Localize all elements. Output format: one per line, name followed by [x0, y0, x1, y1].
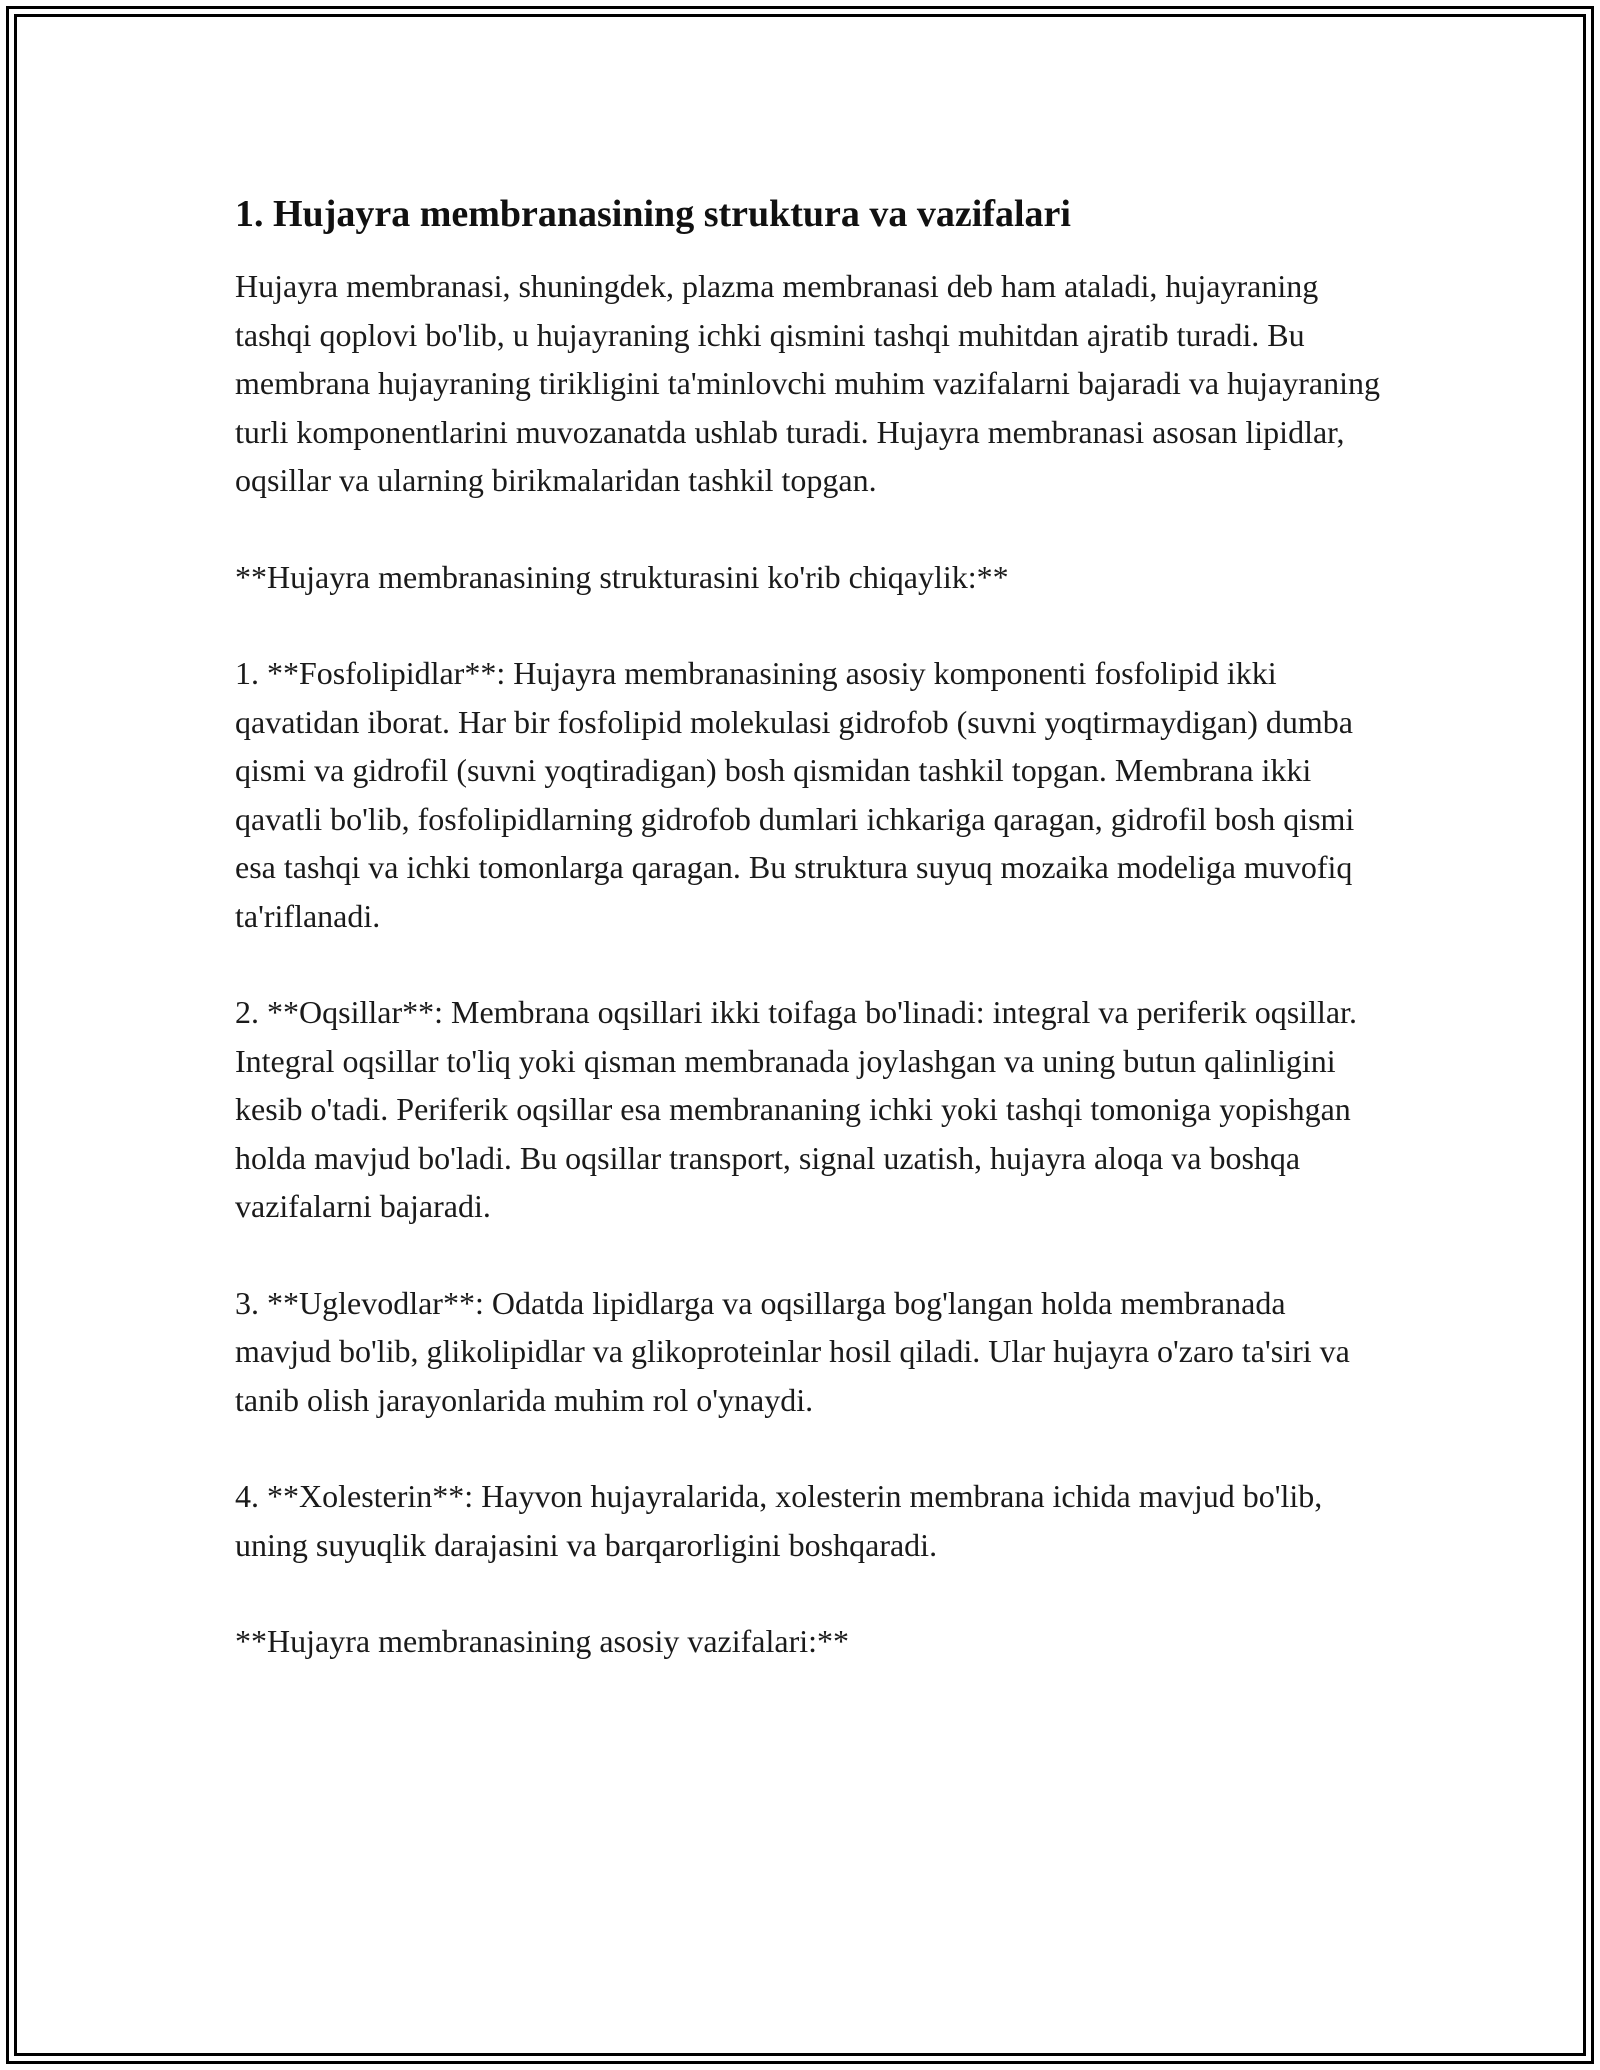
document-body [235, 188, 1385, 1714]
list-item-uglevodlar: 3. **Uglevodlar**: Odatda lipidlarga va oqsillarga bog'langan holda membranada mavjud bo'lib, glikolipidlar va glikoproteinlar hosil qiladi. Ular hujayra o'zaro ta'siri va tanib olish jarayonlarida muhim rol o'ynaydi. [235, 1284, 1350, 1418]
structure-subheading: **Hujayra membranasining strukturasini ko'rib chiqaylik:** [235, 558, 1009, 595]
list-item-xolesterin: 4. **Xolesterin**: Hayvon hujayralarida, xolesterin membrana ichida mavjud bo'lib, uning suyuqlik darajasini va barqarorligini boshqaradi. [235, 1478, 1323, 1563]
intro-paragraph: Hujayra membranasi, shuningdek, plazma membranasi deb ham ataladi, hujayraning tashqi qoplovi bo'lib, u hujayraning ichki qismini tashqi muhitdan ajratib turadi. Bu membrana hujayraning tirikligini ta'minlovchi muhim vazifalarni bajaradi va hujayraning turli komponentlarini muvozanatda ushlab turadi. Hujayra membranasi asosan lipidlar, oqsillar va ularning birikmalaridan tashkil topgan. [235, 268, 1380, 498]
list-item-oqsillar: 2. **Oqsillar**: Membrana oqsillari ikki toifaga bo'linadi: integral va periferik oqsillar. Integral oqsillar to'liq yoki qisman membranada joylashgan va uning butun qalinligini kesib o'tadi. Periferik oqsillar esa membrananing ichki yoki tashqi tomoniga yopishgan holda mavjud bo'ladi. Bu oqsillar transport, signal uzatish, hujayra aloqa va boshqa vazifalarni bajaradi. [235, 994, 1357, 1224]
list-item-fosfolipidlar: 1. **Fosfolipidlar**: Hujayra membranasining asosiy komponenti fosfolipid ikki qavatidan iborat. Har bir fosfolipid molekulasi gidrofob (suvni yoqtirmaydigan) dumba qismi va gidrofil (suvni yoqtiradigan) bosh qismidan tashkil topgan. Membrana ikki qavatli bo'lib, fosfolipidlarning gidrofob dumlari ichkariga qaragan, gidrofil bosh qismi esa tashqi va ichki tomonlarga qaragan. Bu struktura suyuq mozaika modeliga muvofiq ta'riflanadi. [235, 655, 1355, 934]
functions-subheading: **Hujayra membranasining asosiy vazifalari:** [235, 1623, 850, 1659]
section-heading: 1. Hujayra membranasining struktura va vazifalari [235, 193, 1071, 235]
